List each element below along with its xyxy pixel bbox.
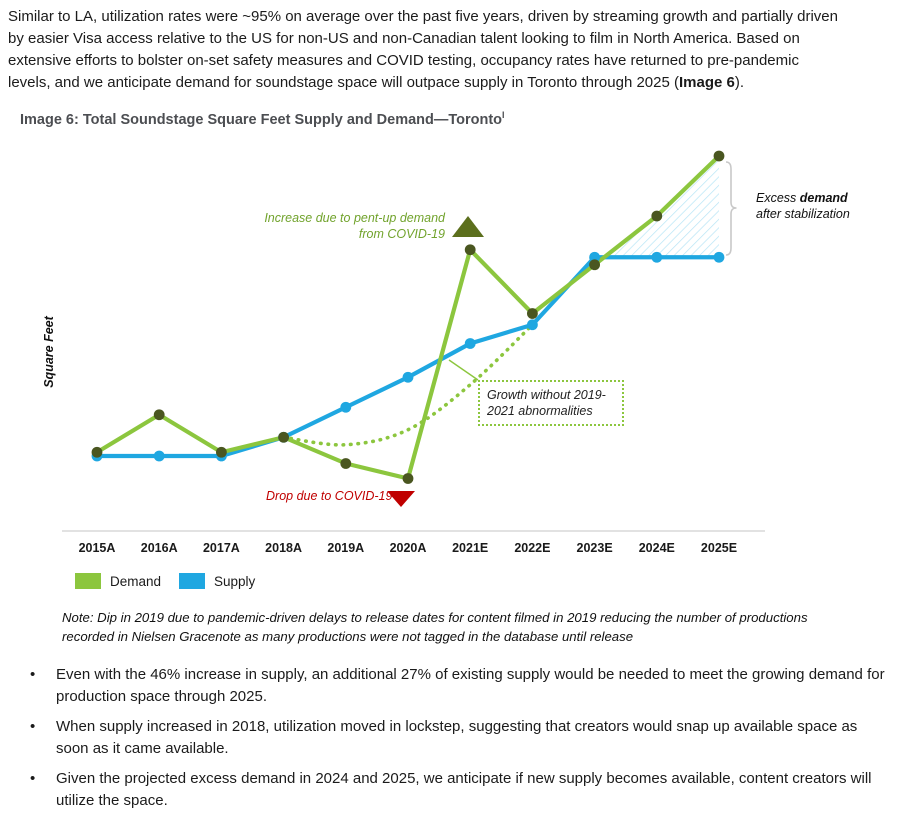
footnote-marker: I: [502, 110, 505, 120]
x-tick-label: 2019A: [327, 541, 365, 555]
supply-marker: [651, 252, 662, 263]
legend-item-supply: [179, 573, 255, 589]
intro-text: Similar to LA, utilization rates were ~95% on average over the past five years, driven by streaming growth and partially driven by easier Visa access relative to the US for non-US and non-Canadian talent looking to film in North America. Based on extensive efforts to bolster on-set safety measures and COVID testing, occupancy rates have returned to pre-pandemic levels, and we anticipate demand for soundstage space will outpace supply in Toronto through 2025 (: [8, 8, 838, 91]
x-tick-label: 2017A: [202, 541, 240, 555]
figure-title: Image 6: Total Soundstage Square Feet Supply and Demand—Toronto$^I$: [20, 110, 505, 128]
down-triangle-icon: [387, 491, 415, 507]
legend-label-demand: Demand: [110, 573, 162, 589]
demand-marker: [278, 432, 289, 443]
demand-marker: [714, 151, 725, 162]
legend-swatch-supply: [179, 573, 205, 589]
demand-marker: [465, 244, 476, 255]
x-tick-label: 2024E: [638, 541, 675, 555]
excess-annotation: Excess demand after stabilization: [756, 191, 850, 221]
supply-marker: [465, 338, 476, 349]
list-item: • When supply increased in 2018, utilization moved in lockstep, suggesting that creators would snap up available space as soon as it came available.: [30, 716, 886, 760]
demand-marker: [403, 473, 414, 484]
supply-marker: [527, 319, 538, 330]
x-tick-label: 2021E: [452, 541, 489, 555]
legend-label-supply: Supply: [214, 573, 256, 589]
demand-marker: [589, 259, 600, 270]
intro-paragraph: [8, 6, 838, 94]
legend-swatch-demand: [75, 573, 101, 589]
demand-marker: [651, 211, 662, 222]
supply-marker: [154, 451, 165, 462]
bullet-icon: •: [30, 666, 36, 683]
x-tick-label: 2016A: [140, 541, 178, 555]
x-tick-label: 2022E: [514, 541, 551, 555]
growth-annotation-box: Growth without 2019- 2021 abnormalities: [478, 380, 624, 426]
demand-marker: [527, 308, 538, 319]
supply-marker: [714, 252, 725, 263]
x-tick-label: 2020A: [389, 541, 427, 555]
x-tick-label: 2025E: [700, 541, 738, 555]
demand-marker: [340, 458, 351, 469]
list-item: • Even with the 46% increase in supply, an additional 27% of existing supply would be needed to meet the growing demand for production space through 2025.: [30, 664, 886, 708]
supply-marker: [403, 372, 414, 383]
chart-legend: [75, 573, 255, 589]
drop-annotation: Drop due to COVID-19: [266, 489, 393, 503]
supply-demand-chart: [0, 140, 911, 560]
figure-note: Note: Dip in 2019 due to pandemic-driven delays to release dates for content filmed in 2019 reducing the number of productions recorded in Nielsen Gracenote as many productions were not tagged in the database until release: [62, 610, 808, 644]
legend-item-demand: [75, 573, 161, 589]
demand-marker: [154, 409, 165, 420]
bullet-icon: •: [30, 718, 36, 735]
y-axis-label: Square Feet: [42, 316, 56, 388]
list-item: • Given the projected excess demand in 2024 and 2025, we anticipate if new supply becomes available, content creators will utilize the space.: [30, 768, 886, 812]
demand-marker: [92, 447, 103, 458]
x-tick-label: 2018A: [265, 541, 303, 555]
bullet-list: [30, 664, 886, 820]
x-tick-label: 2015A: [78, 541, 116, 555]
intro-text-end: ).: [734, 74, 745, 91]
supply-line: [97, 257, 719, 456]
growth-box-leader-line: [449, 360, 478, 380]
x-tick-label: 2023E: [576, 541, 613, 555]
bullet-icon: •: [30, 770, 36, 787]
up-triangle-icon: [452, 216, 484, 237]
excess-bracket: [726, 162, 737, 255]
demand-marker: [216, 447, 227, 458]
intro-bold-ref: Image 6: [679, 74, 735, 91]
increase-annotation: Increase due to pent-up demand from COVID-19: [264, 211, 445, 241]
supply-marker: [340, 402, 351, 413]
